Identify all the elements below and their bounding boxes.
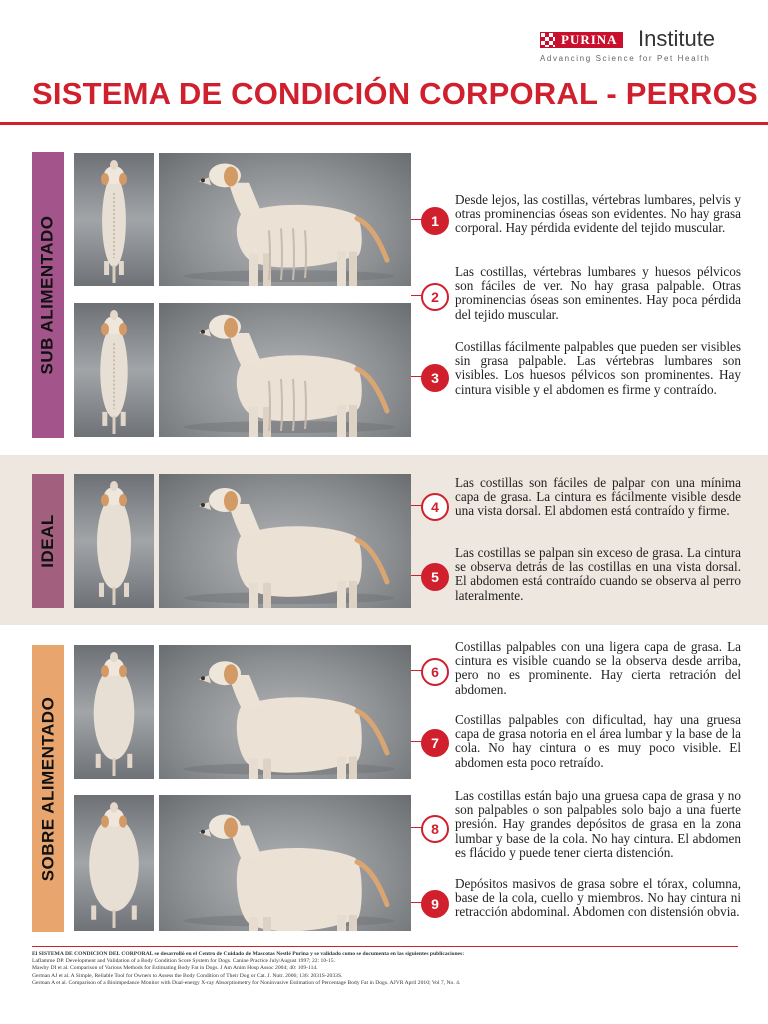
score-badge: 8 [421,815,449,843]
dog-top-view-photo [74,153,154,286]
score-description: Desde lejos, las costillas, vértebras lumbares, pelvis y otras prominencias óseas son evidentes. No hay grasa corporal. Hay pérdida evidente del tejido muscular. [455,192,741,236]
group-label-over-text: SOBRE ALIMENTADO [38,696,58,881]
score-description: Costillas fácilmente palpables que pueden ser visibles sin grasa palpable. Las vértebras lumbares son visibles. Los huesos pélvicos son prominentes. Hay cintura visible y el abdomen es firme y contraído. [455,339,741,397]
score-badge: 6 [421,658,449,686]
footer-ref: German AJ et al. A Simple, Reliable Tool for Owners to Assess the Body Condition of Their Dog or Cat. J. Nutr. 2006; 136: 2031S-2033S. [32,972,343,979]
group-label-over [32,645,64,932]
footer-references [32,951,738,987]
title-divider [0,122,768,125]
dog-side-view-photo [159,303,411,437]
footer-lead: El SISTEMA DE CONDICIÓN DEL CORPORAL se desarrolló en el Centro de Cuidado de Mascotas Nestlé Purina y se validado como se documenta en las siguientes publicaciones: [32,951,465,957]
score-description: Las costillas están bajo una gruesa capa de grasa y no son palpables o son palpables solo bajo a una fuerte presión. Hay grandes depósitos de grasa en la zona lumbar y base de la cola. No hay cintura. El abdomen es flácido y puede tener cierta distención. [455,788,741,860]
group-label-ideal [32,474,64,608]
score-badge: 5 [421,563,449,591]
score-badge: 7 [421,729,449,757]
score-description: Costillas palpables con una ligera capa de grasa. La cintura es visible cuando se la observa desde arriba, pero no es prominente. Hay cierta retración del abdomen. [455,639,741,697]
score-description: Depósitos masivos de grasa sobre el tórax, columna, base de la cola, cuello y miembros. No hay cintura ni retracción abdominal. Abdomen con distensión obvia. [455,876,741,920]
dog-side-view-photo [159,795,411,931]
score-description: Las costillas se palpan sin exceso de grasa. La cintura se observa detrás de las costillas en una vista dorsal. El abdomen está contraído cuando se observa al perro lateralmente. [455,545,741,603]
brand-name: PURINA [556,32,623,48]
dog-top-view-photo [74,303,154,437]
dog-top-view-photo [74,645,154,779]
dog-side-view-photo [159,645,411,779]
brand-institute: Institute [638,26,716,51]
footer-divider [32,946,738,947]
checkerboard-icon [540,32,556,48]
score-badge: 3 [421,364,449,392]
score-description: Las costillas, vértebras lumbares y huesos pélvicos son fáciles de ver. No hay grasa palpable. Otras prominencias óseas son eminentes. Hay poca pérdida del tejido muscular. [455,264,741,322]
dog-side-view-photo [159,153,411,286]
score-description: Costillas palpables con dificultad, hay una gruesa capa de grasa notoria en el área lumbar y la base de la cola. No hay cintura o es muy poco visible. El abdomen esta poco retraído. [455,712,741,770]
dog-top-view-photo [74,795,154,931]
dog-side-view-photo [159,474,411,608]
score-badge: 4 [421,493,449,521]
score-badge: 2 [421,283,449,311]
group-label-sub-text: SUB ALIMENTADO [38,215,58,375]
brand-tagline: Advancing Science for Pet Health [540,54,711,63]
footer-ref: German A et al. Comparison of a Bioimpedance Monitor with Dual-energy X-ray Absorptiometry for Noninvasive Estimation of Percentage Body Fat in Dogs. AJVR April 2010; Vol 7, No. 4. [32,979,461,986]
score-badge: 1 [421,207,449,235]
score-description: Las costillas son fáciles de palpar con una mínima capa de grasa. La cintura es fácilmente visible desde una vista dorsal. El abdomen está contraído y firme. [455,475,741,519]
page-title: SISTEMA DE CONDICIÓN CORPORAL - PERROS [32,76,758,111]
dog-top-view-photo [74,474,154,608]
purina-institute-logo [540,26,740,70]
score-badge: 9 [421,890,449,918]
footer-ref: Mawby DI et al. Comparison of Various Methods for Estimating Body Fat in Dogs. J Am Anim Hosp Assoc 2004; 40: 109-114. [32,965,318,972]
group-label-ideal-text: IDEAL [38,514,57,568]
footer-ref: Laflamme DP. Development and Validation of a Body Condition Score System for Dogs. Canine Practice July/August 1997; 22: 10-15. [32,958,336,965]
group-label-sub [32,152,64,438]
